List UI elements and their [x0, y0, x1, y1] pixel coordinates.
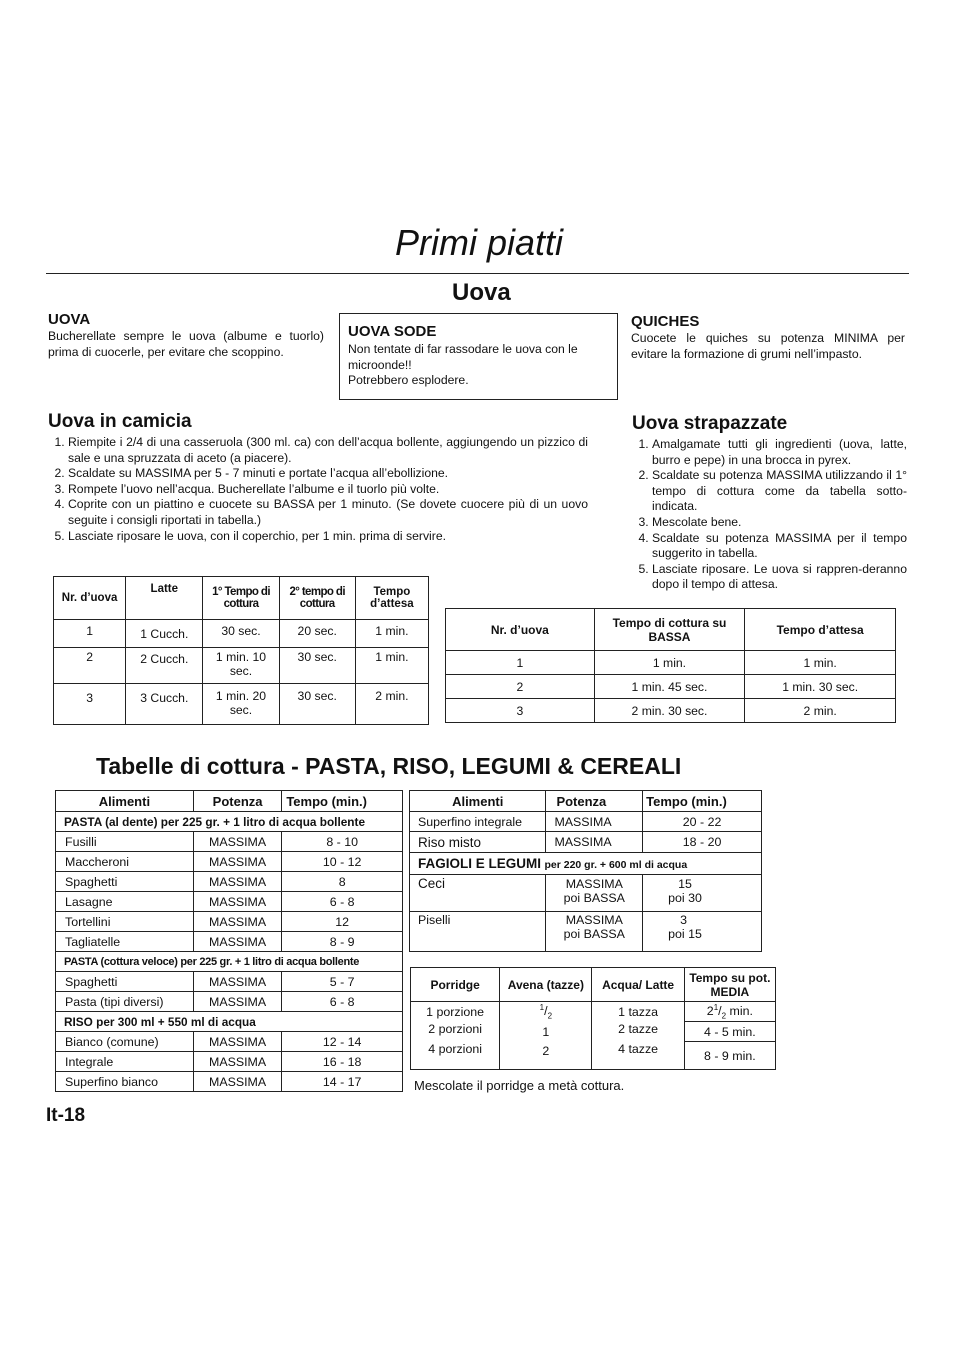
table-header: Tempo su pot. MEDIA: [684, 968, 775, 1002]
table-cell: [546, 912, 643, 952]
table-cell: [546, 875, 643, 912]
table-cell: 8 - 9 min.: [684, 1042, 775, 1070]
table-row: [446, 699, 896, 723]
legumi-group-main: FAGIOLI E LEGUMI: [418, 856, 542, 871]
table-row: [56, 972, 403, 992]
table-cell: Tortellini: [56, 912, 194, 932]
table-header: Acqua/ Latte: [592, 968, 684, 1002]
table-cell: MASSIMA: [193, 892, 281, 912]
page-number: It-18: [46, 1105, 86, 1126]
table-cell: 20 sec.: [279, 620, 355, 648]
table-group-row: [56, 952, 403, 972]
table-row: [54, 620, 429, 648]
table-cell: 16 - 18: [282, 1052, 403, 1072]
table-header: Porridge: [411, 968, 500, 1002]
title-rule: [46, 273, 909, 274]
table-header-row: [446, 609, 896, 651]
quiches-heading: QUICHES: [631, 313, 700, 330]
table-cell: 4 tazze: [592, 1042, 684, 1070]
table-cell: 1 min.: [594, 651, 745, 675]
table-row: [56, 852, 403, 872]
table-header: Latte: [126, 577, 203, 620]
table-row: [411, 1002, 776, 1022]
table-header-row: [56, 791, 403, 812]
table-row: [54, 684, 429, 725]
table-cell: $2^1/_2$ min.: [684, 1002, 775, 1022]
table-cell: 20 - 22: [643, 812, 762, 832]
time-whole: 2: [706, 1003, 714, 1018]
table-row: [56, 992, 403, 1012]
strapazzate-step: 4. Scaldate su potenza MASSIMA per il tempo suggerito in tabella.: [652, 531, 907, 562]
table-cell: MASSIMA: [193, 972, 281, 992]
table-header: Alimenti: [56, 791, 194, 812]
camicia-steps: [48, 435, 588, 544]
table-cell: Integrale: [56, 1052, 194, 1072]
table-row: [56, 892, 403, 912]
strapazzate-heading: Uova strapazzate: [632, 413, 788, 434]
table-cell: 1: [54, 620, 126, 648]
table-header: Tempo (min.): [282, 791, 403, 812]
power-line: MASSIMA: [565, 877, 623, 891]
table-cell: 1 min. 20 sec.: [203, 684, 279, 725]
table-cell: 1 porzione: [411, 1002, 500, 1022]
table-cell: 2 porzioni: [411, 1022, 500, 1042]
camicia-table: [53, 576, 429, 725]
uova-sode-heading: UOVA SODE: [348, 323, 437, 340]
table-row: [56, 932, 403, 952]
table-row: [446, 675, 896, 699]
uova-sode-line1: Non tentate di far rassodare le uova con le microonde!!: [348, 342, 578, 372]
table-cell: Bianco (comune): [56, 1032, 194, 1052]
table-cell: 12 - 14: [282, 1032, 403, 1052]
table-header: Potenza: [546, 791, 643, 812]
table-header: Nr. d’uova: [446, 609, 595, 651]
table-row: [410, 912, 762, 952]
table-cell: 1 tazza: [592, 1002, 684, 1022]
table-group-row: [410, 853, 762, 875]
table-group-row: [56, 1012, 403, 1032]
table-cell: 8: [282, 872, 403, 892]
table-header-row: [54, 577, 429, 620]
table-cell: 4 - 5 min.: [684, 1022, 775, 1042]
table-cell: Tagliatelle: [56, 932, 194, 952]
power-line: poi BASSA: [563, 927, 625, 941]
table-header: Alimenti: [410, 791, 546, 812]
table-header: Tempo (min.): [643, 791, 762, 812]
table-cell: 3: [446, 699, 595, 723]
strapazzate-step: 5. Lasciate riposare. Le uova si rappren-deranno dopo il tempo di attesa.: [652, 562, 907, 593]
table-cell: MASSIMA: [193, 872, 281, 892]
table-cell: 10 - 12: [282, 852, 403, 872]
table-cell: [643, 875, 762, 912]
table-row: [411, 1042, 776, 1070]
porridge-table: [410, 967, 776, 1070]
time-line: 15: [678, 877, 692, 891]
uova-sode-box: [339, 313, 618, 400]
table-group-row: [56, 812, 403, 832]
table-cell: 8 - 9: [282, 932, 403, 952]
table-cell: MASSIMA: [193, 992, 281, 1012]
camicia-block: [48, 411, 588, 544]
porridge-note: Mescolate il porridge a metà cottura.: [414, 1078, 625, 1093]
table-cell: 1 min.: [745, 651, 896, 675]
table-cell: 18 - 20: [643, 832, 762, 853]
table-cell: MASSIMA: [546, 832, 643, 853]
fraction-numerator: 1: [539, 1002, 545, 1012]
table-cell: 2 min.: [745, 699, 896, 723]
table-group: PASTA (cottura veloce) per 225 gr. + 1 litro di acqua bollente: [56, 952, 403, 972]
uova-heading: UOVA: [48, 311, 91, 328]
table-cell: Superfino bianco: [56, 1072, 194, 1092]
table-cell: 1: [446, 651, 595, 675]
table-cell: Superfino integrale: [410, 812, 546, 832]
table-cell: 3 Cucch.: [126, 684, 203, 725]
table-cell: MASSIMA: [193, 912, 281, 932]
table-cell: MASSIMA: [193, 1072, 281, 1092]
section-title: Uova: [452, 279, 511, 306]
table-header: Tempo d’attesa: [355, 577, 428, 620]
table-cell: 6 - 8: [282, 992, 403, 1012]
table-row: [56, 1052, 403, 1072]
table-cell: 1 min. 45 sec.: [594, 675, 745, 699]
table-cell: Lasagne: [56, 892, 194, 912]
camicia-heading: Uova in camicia: [48, 411, 192, 432]
camicia-step: 2. Scaldate su MASSIMA per 5 - 7 minuti e portate l’acqua all’ebollizione.: [68, 466, 588, 482]
legumi-group-small: per 220 gr. + 600 ml di acqua: [544, 859, 688, 871]
table-cell: MASSIMA: [193, 932, 281, 952]
riso-legumi-table: [409, 790, 762, 952]
table-row: [446, 651, 896, 675]
table-cell: 2: [500, 1042, 592, 1070]
table-cell: 2: [54, 648, 126, 684]
quiches-block: [631, 313, 905, 362]
table-cell: 30 sec.: [279, 684, 355, 725]
table-cell: 6 - 8: [282, 892, 403, 912]
strapazzate-table: [445, 608, 896, 723]
table-cell: 12: [282, 912, 403, 932]
table-cell: MASSIMA: [193, 852, 281, 872]
strapazzate-steps: [632, 437, 907, 593]
table-cell: 1 Cucch.: [126, 620, 203, 648]
strapazzate-step: 2. Scaldate su potenza MASSIMA utilizzando il 1° tempo di cottura come da tabella sotto-indicata.: [652, 468, 907, 515]
table-header: Potenza: [193, 791, 281, 812]
table-cell: 1 min.: [355, 648, 428, 684]
time-line: 3: [680, 913, 688, 927]
time-unit: min.: [726, 1003, 753, 1018]
table-group: RISO per 300 ml + 550 ml di acqua: [56, 1012, 403, 1032]
time-line: poi 15: [668, 927, 702, 941]
camicia-step: 1. Riempite i 2/4 di una casseruola (300 ml. ca) con dell’acqua bollente, aggiungendo un pizzico di sale e una spruzzata di aceto (a piacere).: [68, 435, 588, 466]
quiches-text: Cuocete le quiches su potenza MINIMA per evitare la formazione di grumi nell’impasto.: [631, 331, 905, 361]
tabelle-title: Tabelle di cottura - PASTA, RISO, LEGUMI & CEREALI: [96, 753, 682, 779]
camicia-step: 4. Coprite con un piattino e cuocete su BASSA per 1 minuto. (Se dovete cuocere più di un uovo seguite i consigli riportati in tabella.): [68, 497, 588, 528]
table-cell: 30 sec.: [279, 648, 355, 684]
fraction-numerator: 1: [713, 1002, 719, 1012]
table-cell: Maccheroni: [56, 852, 194, 872]
table-row: [56, 1032, 403, 1052]
table-cell: Fusilli: [56, 832, 194, 852]
table-cell: 4 porzioni: [411, 1042, 500, 1070]
table-header: 1° Tempo di cottura: [203, 577, 279, 620]
table-cell: 8 - 10: [282, 832, 403, 852]
table-row: [410, 832, 762, 853]
table-row: [56, 872, 403, 892]
table-row: [56, 1072, 403, 1092]
camicia-step: 5. Lasciate riposare le uova, con il coperchio, per 1 min. prima di servire.: [68, 529, 588, 545]
table-row: [410, 812, 762, 832]
table-cell: Riso misto: [410, 832, 546, 853]
pasta-table: [55, 790, 403, 1092]
table-row: [56, 832, 403, 852]
fraction-denominator: 2: [721, 1011, 727, 1021]
table-cell: 2 min. 30 sec.: [594, 699, 745, 723]
table-cell: Ceci: [410, 875, 546, 912]
table-cell: 30 sec.: [203, 620, 279, 648]
table-cell: 1: [500, 1022, 592, 1042]
time-line: poi 30: [668, 891, 702, 905]
table-row: [411, 1022, 776, 1042]
table-cell: 1 min. 10 sec.: [203, 648, 279, 684]
table-cell: 2: [446, 675, 595, 699]
table-header: Tempo d’attesa: [745, 609, 896, 651]
table-cell: $^1/_2$: [500, 1002, 592, 1022]
table-row: [56, 912, 403, 932]
table-header-row: [410, 791, 762, 812]
table-cell: 2 min.: [355, 684, 428, 725]
camicia-step: 3. Rompete l’uovo nell’acqua. Bucherellate l’albume e il tuorlo più volte.: [68, 482, 588, 498]
fraction-denominator: 2: [547, 1011, 553, 1021]
table-header: Nr. d’uova: [54, 577, 126, 620]
table-row: [410, 875, 762, 912]
uova-sode-line2: Potrebbero esplodere.: [348, 373, 469, 388]
table-cell: 1 min.: [355, 620, 428, 648]
strapazzate-step: 1. Amalgamate tutti gli ingredienti (uova, latte, burro e pepe) in una brocca in pyrex.: [652, 437, 907, 468]
table-group: PASTA (al dente) per 225 gr. + 1 litro di acqua bollente: [56, 812, 403, 832]
table-header: 2° tempo di cottura: [279, 577, 355, 620]
table-cell: [643, 912, 762, 952]
table-cell: 3: [54, 684, 126, 725]
table-cell: MASSIMA: [193, 1032, 281, 1052]
table-header: Avena (tazze): [500, 968, 592, 1002]
table-cell: Piselli: [410, 912, 546, 952]
page-title: Primi piatti: [395, 222, 564, 263]
table-cell: Spaghetti: [56, 972, 194, 992]
table-cell: MASSIMA: [546, 812, 643, 832]
table-row: [54, 648, 429, 684]
table-cell: MASSIMA: [193, 1052, 281, 1072]
power-line: MASSIMA: [565, 913, 623, 927]
power-line: poi BASSA: [563, 891, 625, 905]
uova-block: [48, 311, 324, 360]
table-cell: 5 - 7: [282, 972, 403, 992]
table-cell: 14 - 17: [282, 1072, 403, 1092]
table-header: Tempo di cottura su BASSA: [594, 609, 745, 651]
strapazzate-block: [632, 413, 907, 593]
strapazzate-step: 3. Mescolate bene.: [652, 515, 907, 531]
table-cell: 1 min. 30 sec.: [745, 675, 896, 699]
table-cell: 2 tazze: [592, 1022, 684, 1042]
table-group: [410, 853, 762, 875]
table-cell: 2 Cucch.: [126, 648, 203, 684]
table-cell: Pasta (tipi diversi): [56, 992, 194, 1012]
uova-text: Bucherellate sempre le uova (albume e tuorlo) prima di cuocerle, per evitare che scoppino.: [48, 329, 324, 359]
table-cell: MASSIMA: [193, 832, 281, 852]
table-header-row: [411, 968, 776, 1002]
table-cell: Spaghetti: [56, 872, 194, 892]
